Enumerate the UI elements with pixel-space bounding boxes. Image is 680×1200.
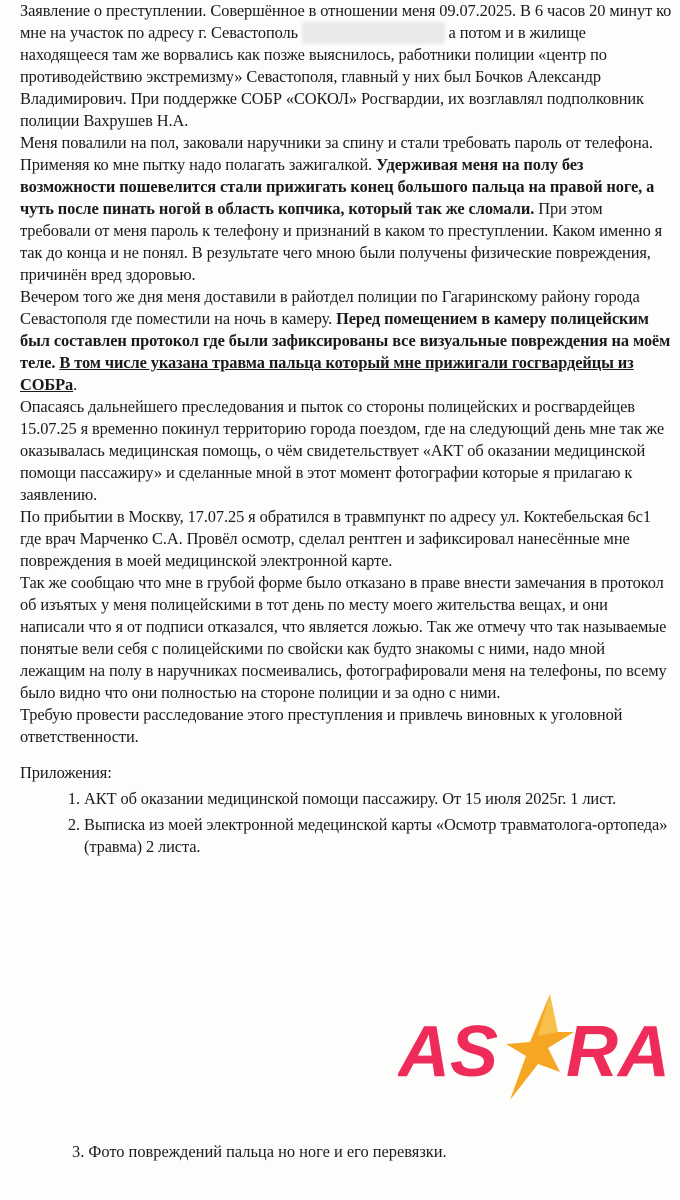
attachments-title: Приложения: xyxy=(20,763,112,782)
attachment-item-1: 1. АКТ об оказании медицинской помощи пассажиру. От 15 июля 2025г. 1 лист. xyxy=(84,788,672,810)
logo-text-right: RA xyxy=(566,1012,670,1092)
paragraph-2-bold: Удерживая меня на полу без возможности пошевелится стали прижигать конец большого пальца на правой ноге, а чуть после пинать ногой в область копчика, который так же сломали. xyxy=(20,155,655,218)
paragraph-7: Требую провести расследование этого преступления и привлечь виновных к уголовной ответственности. xyxy=(20,705,623,746)
astra-logo-svg xyxy=(398,992,674,1102)
paragraph-2-text-b: При этом требовали от меня пароль к телефону и признаний в каком то преступлении. Каком именно я так до конца и не понял. В результате чего мною были получены физические повреждения, причинён вред здоровью. xyxy=(20,199,663,284)
paragraph-3-bold: Перед помещением в камеру полицейским был составлен протокол где были зафиксированы все визуальные повреждения на моём теле. xyxy=(20,309,671,372)
attachment-item-3: 3. Фото повреждений пальца но ноге и его перевязки. xyxy=(72,1142,447,1161)
redacted-address xyxy=(302,22,445,44)
attachment-item-2: 2. Выписка из моей электронной медецинской карты «Осмотр травматолога-ортопеда» (травма) 2 листа. xyxy=(84,814,672,858)
paragraph-3 xyxy=(20,286,672,396)
paragraph-1 xyxy=(20,0,672,132)
paragraph-2 xyxy=(20,132,672,286)
paragraph-3-text-a: Вечером того же дня меня доставили в райотдел полиции по Гагаринскому району города Севастополя где поместили на ночь в камеру. xyxy=(20,287,640,328)
lightning-star-icon xyxy=(506,994,574,1100)
paragraph-5: По прибытии в Москву, 17.07.25 я обратился в травмпункт по адресу ул. Коктебельская 6с1 где врач Марченко С.А. Провёл осмотр, сделал рентген и зафиксировал нанесённые мне повреждения в моей медицинской электронной карте. xyxy=(20,507,651,570)
attachments-list xyxy=(20,788,672,858)
logo-text-left: AS xyxy=(398,1012,499,1092)
paragraph-1-text-b: а потом и в жилище находящееся там же ворвались как позже выяснилось, работники полиции «центр по противодействию экстремизму» Севастополя, главный у них был Бочков Александр Владимирович. При поддержке СОБР «СОКОЛ» Росгвардии, их возглавлял подполковник полиции Вахрушев Н.А. xyxy=(20,23,644,130)
statement-document xyxy=(20,0,672,862)
paragraph-2-text-a: Меня повалили на пол, заковали наручники за спину и стали требовать пароль от телефона. Применяя ко мне пытку надо полагать зажигалкой. xyxy=(20,133,653,174)
paragraph-3-end: . xyxy=(73,375,78,394)
paragraph-6: Так же сообщаю что мне в грубой форме было отказано в праве внести замечания в протокол об изъятых у меня полицейскими в тот день по месту моего жительства вещах, и они написали что я от подписи отказался, что является ложью. Так же отмечу что так называемые понятые вели себя с полицейскими по свойски как будто знакомы с ними, надо мной лежащим на полу в наручниках посмеивались, фотографировали меня на телефоны, по всему было видно что они полностью на стороне полиции и за одно с ними. xyxy=(20,573,667,702)
paragraph-3-bold-underline: В том числе указана травма пальца который мне прижигали госгвардейцы из СОБРа xyxy=(20,353,634,394)
paragraph-1-text-a: Заявление о преступлении. Совершённое в отношении меня 09.07.2025. В 6 часов 20 минут ко мне на участок по адресу г. Севастополь xyxy=(20,1,672,42)
attachments-section xyxy=(20,762,672,858)
paragraph-4: Опасаясь дальнейшего преследования и пыток со стороны полицейских и росгвардейцев 15.07.25 я временно покинул территорию города поездом, где на следующий день мне так же оказывалась медицинская помощь, о чём свидетельствует «АКТ об оказании медицинской помощи пассажиру» и сделанные мной в этот момент фотографии которые я прилагаю к заявлению. xyxy=(20,397,664,504)
astra-logo xyxy=(398,992,674,1102)
